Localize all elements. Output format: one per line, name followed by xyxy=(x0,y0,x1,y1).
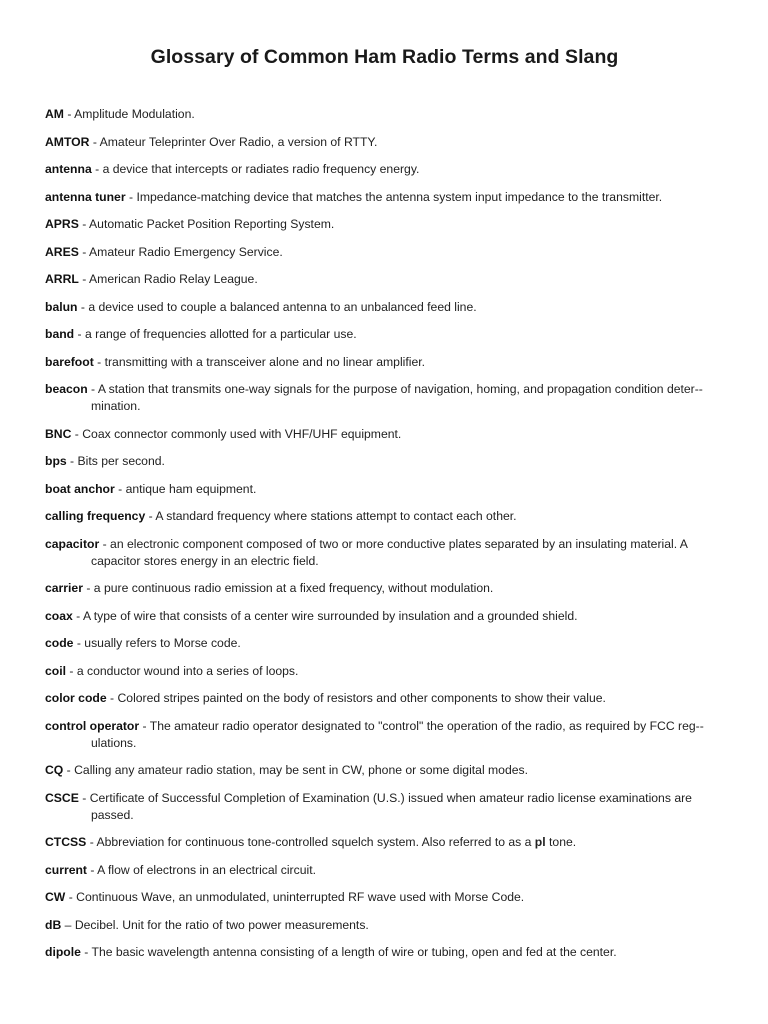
term-separator: - xyxy=(91,162,103,176)
glossary-definition: antique ham equipment. xyxy=(125,481,257,496)
definition-emphasis: pl xyxy=(534,835,546,849)
term-separator: - xyxy=(63,107,75,121)
glossary-entry xyxy=(45,426,724,443)
glossary-entry xyxy=(45,106,724,123)
term-separator: - xyxy=(72,608,83,623)
glossary-entry xyxy=(45,580,724,597)
term-separator: - xyxy=(63,763,75,777)
glossary-definition: a range of frequencies allotted for a particular use. xyxy=(84,327,357,341)
term-separator: - xyxy=(77,299,89,314)
glossary-term: CSCE xyxy=(45,790,79,805)
glossary-definition: A flow of electrons in an electrical circuit. xyxy=(97,862,316,877)
term-separator: - xyxy=(78,217,90,231)
glossary-definition: Decibel. Unit for the ratio of two power measurements. xyxy=(74,917,369,932)
glossary-entry xyxy=(45,889,724,906)
term-separator: - xyxy=(74,327,85,341)
glossary-term: CW xyxy=(45,890,66,904)
glossary-term: barefoot xyxy=(45,354,94,369)
glossary-term: dipole xyxy=(45,945,81,959)
term-separator: - xyxy=(80,945,92,959)
glossary-definition: a pure continuous radio emission at a fixed frequency, without modulation. xyxy=(93,581,494,595)
glossary-definition: Calling any amateur radio station, may be sent in CW, phone or some digital modes. xyxy=(74,763,529,777)
glossary-definition: Colored stripes painted on the body of resistors and other components to show their value. xyxy=(117,691,606,705)
glossary-definition: Amplitude Modulation. xyxy=(74,107,195,121)
glossary-definition: A standard frequency where stations attempt to contact each other. xyxy=(155,509,517,523)
glossary-definition: Abbreviation for continuous tone-controlled squelch system. Also referred to as a xyxy=(96,835,535,849)
glossary-definition: Impedance-matching device that matches the antenna system input impedance to the transmitter. xyxy=(136,189,663,204)
glossary-entry xyxy=(45,189,724,206)
page-title: Glossary of Common Ham Radio Terms and Slang xyxy=(150,46,619,68)
glossary-term: CQ xyxy=(45,763,64,777)
glossary-entry xyxy=(45,944,724,961)
glossary-term: CTCSS xyxy=(45,835,87,849)
glossary-definition: American Radio Relay League. xyxy=(89,272,258,286)
term-separator: - xyxy=(86,835,97,849)
glossary-definition: The amateur radio operator designated to "control" the operation of the radio, as required by FCC reg-ulations. xyxy=(91,718,704,750)
glossary-term: ARRL xyxy=(45,272,79,286)
term-separator: – xyxy=(61,917,75,932)
glossary-term: current xyxy=(45,862,87,877)
glossary-definition: a device used to couple a balanced antenna to an unbalanced feed line. xyxy=(88,299,477,314)
term-separator: - xyxy=(87,382,98,396)
term-separator: - xyxy=(114,481,126,496)
glossary-term: antenna xyxy=(45,162,92,176)
glossary-term: AMTOR xyxy=(45,134,90,149)
glossary-term: control operator xyxy=(45,718,140,733)
glossary-entry xyxy=(45,161,724,178)
glossary-definition: Amateur Teleprinter Over Radio, a version of RTTY. xyxy=(99,134,378,149)
term-separator: - xyxy=(78,244,90,259)
term-separator: - xyxy=(87,862,98,877)
term-separator: - xyxy=(99,536,111,551)
term-separator: - xyxy=(66,454,78,468)
glossary-entry xyxy=(45,690,724,707)
term-separator: - xyxy=(73,636,85,650)
glossary-term: capacitor xyxy=(45,536,100,551)
term-separator: - xyxy=(145,509,156,523)
glossary-entry xyxy=(45,635,724,652)
glossary-term: antenna tuner xyxy=(45,189,126,204)
glossary-term: AM xyxy=(45,107,64,121)
glossary-term: carrier xyxy=(45,581,83,595)
glossary-entry xyxy=(45,862,724,879)
glossary-definition: a device that intercepts or radiates radio frequency energy. xyxy=(102,162,420,176)
glossary-term: coax xyxy=(45,608,73,623)
term-separator: - xyxy=(78,272,90,286)
glossary-term: APRS xyxy=(45,217,79,231)
glossary-term: calling frequency xyxy=(45,509,146,523)
glossary-entry xyxy=(45,718,724,752)
glossary-term: color code xyxy=(45,691,107,705)
glossary-entry xyxy=(45,663,724,680)
glossary-definition: usually refers to Morse code. xyxy=(84,636,241,650)
glossary-entry xyxy=(45,508,724,525)
glossary-entry xyxy=(45,453,724,470)
glossary-definition: Continuous Wave, an unmodulated, uninterrupted RF wave used with Morse Code. xyxy=(76,890,525,904)
glossary-definition: Automatic Packet Position Reporting System. xyxy=(89,217,335,231)
glossary-term: coil xyxy=(45,663,66,678)
glossary-entry xyxy=(45,299,724,316)
glossary-entry xyxy=(45,134,724,151)
glossary-definition: The basic wavelength antenna consisting of a length of wire or tubing, open and fed at the center. xyxy=(91,945,617,959)
glossary-term: BNC xyxy=(45,426,72,441)
glossary-term: ARES xyxy=(45,244,79,259)
term-separator: - xyxy=(66,663,77,678)
glossary-entry xyxy=(45,381,724,415)
glossary-definition: Coax connector commonly used with VHF/UHF equipment. xyxy=(82,426,402,441)
glossary-entry xyxy=(45,216,724,233)
glossary-entry xyxy=(45,790,724,824)
glossary-entry xyxy=(45,244,724,261)
term-separator: - xyxy=(89,134,100,149)
glossary-definition: Amateur Radio Emergency Service. xyxy=(89,244,283,259)
glossary-term: balun xyxy=(45,299,78,314)
glossary-entry xyxy=(45,917,724,934)
glossary-definition: Bits per second. xyxy=(77,454,165,468)
glossary-definition: transmitting with a transceiver alone and no linear amplifier. xyxy=(104,354,426,369)
glossary-term: beacon xyxy=(45,382,88,396)
term-separator: - xyxy=(139,718,150,733)
glossary-entry xyxy=(45,271,724,288)
glossary-entry xyxy=(45,354,724,371)
glossary-entry xyxy=(45,834,724,851)
glossary-entry xyxy=(45,762,724,779)
term-separator: - xyxy=(106,691,118,705)
glossary-definition: Certificate of Successful Completion of Examination (U.S.) issued when amateur radio license examinations are passed. xyxy=(89,790,692,822)
glossary-term: dB xyxy=(45,917,62,932)
glossary-entry xyxy=(45,608,724,625)
term-separator: - xyxy=(65,890,77,904)
term-separator: - xyxy=(125,189,137,204)
glossary-term: band xyxy=(45,327,75,341)
glossary-definition: A station that transmits one-way signals for the purpose of navigation, homing, and propagation condition deter-mination. xyxy=(91,382,703,413)
glossary-term: code xyxy=(45,636,74,650)
term-separator: - xyxy=(78,790,90,805)
glossary-entry xyxy=(45,481,724,498)
term-separator: - xyxy=(93,354,105,369)
glossary-term: boat anchor xyxy=(45,481,115,496)
glossary-definition: a conductor wound into a series of loops. xyxy=(76,663,299,678)
glossary-term: bps xyxy=(45,454,67,468)
glossary-entry xyxy=(45,326,724,343)
glossary-definition-tail: tone. xyxy=(545,835,577,849)
glossary-definition: an electronic component composed of two or more conductive plates separated by an insulating material. A capacitor stores energy in an electric field. xyxy=(91,536,688,568)
glossary-list xyxy=(45,106,724,961)
term-separator: - xyxy=(82,581,94,595)
glossary-definition: A type of wire that consists of a center wire surrounded by insulation and a grounded shield. xyxy=(82,608,578,623)
term-separator: - xyxy=(71,426,83,441)
glossary-entry xyxy=(45,536,724,570)
